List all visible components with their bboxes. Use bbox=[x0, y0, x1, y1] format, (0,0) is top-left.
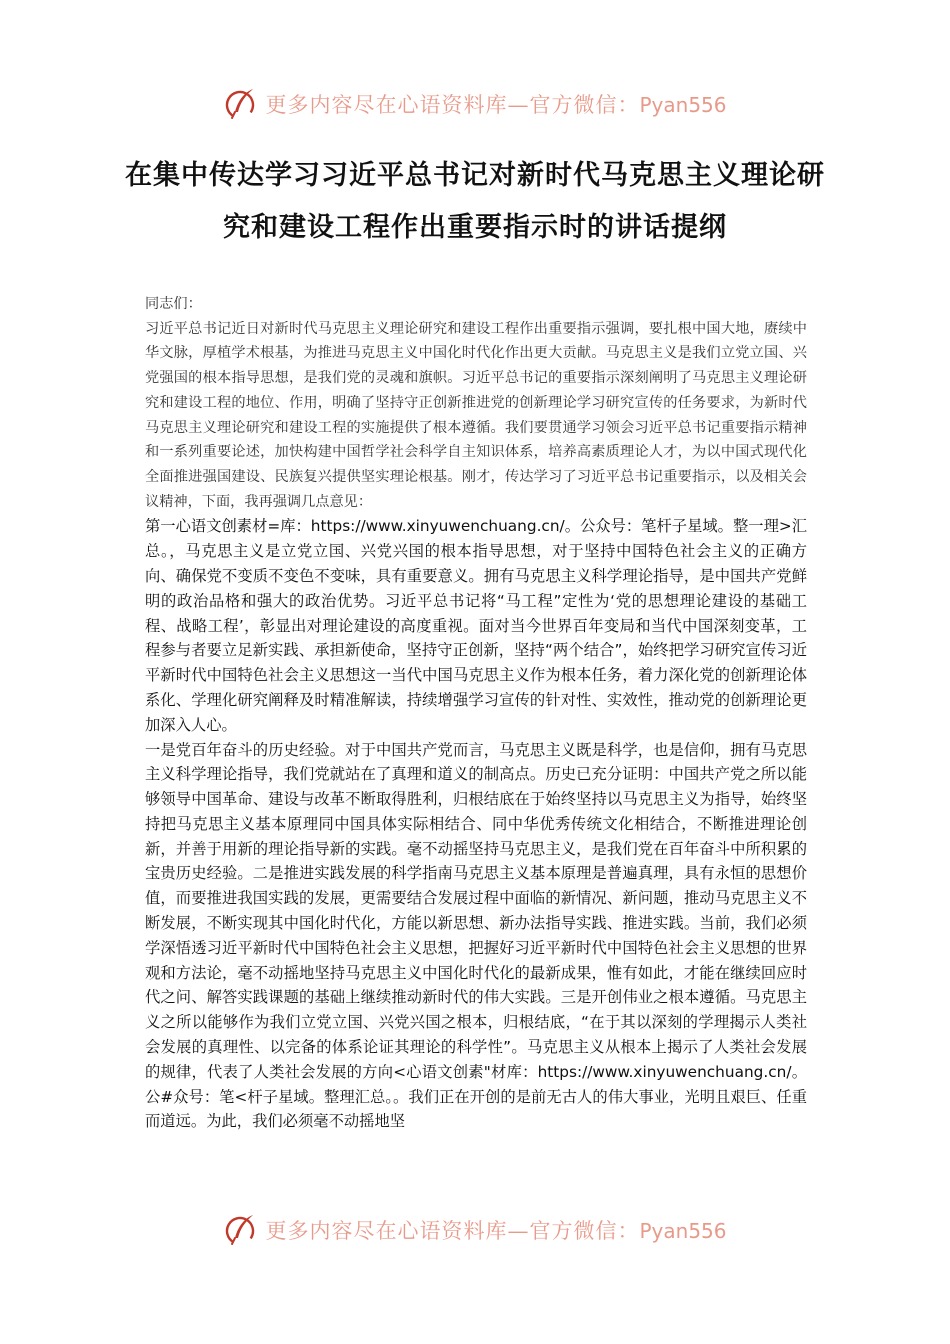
footer-watermark-banner bbox=[0, 1208, 950, 1252]
header-watermark-banner bbox=[0, 82, 950, 126]
document-title: 在集中传达学习习近平总书记对新时代马克思主义理论研究和建设工程作出重要指示时的讲话提纲 bbox=[125, 160, 825, 243]
quill-logo-icon bbox=[223, 1212, 259, 1248]
banner-text: 更多内容尽在心语资料库—官方微信：Pyan556 bbox=[265, 1219, 727, 1243]
greeting: 同志们： bbox=[145, 296, 202, 312]
banner-text: 更多内容尽在心语资料库—官方微信：Pyan556 bbox=[265, 93, 727, 117]
intro-paragraph: 习近平总书记近日对新时代马克思主义理论研究和建设工程作出重要指示强调，要扎根中国大地，赓续中华文脉，厚植学术根基，为推进马克思主义中国化时代化作出更大贡献。马克思主义是我们立党立国、兴党强国的根本指导思想，是我们党的灵魂和旗帜。习近平总书记的重要指示深刻阐明了马克思主义理论研究和建设工程的地位、作用，明确了坚持守正创新推进党的创新理论学习研究宣传的任务要求，为新时代马克思主义理论研究和建设工程的实施提供了根本遵循。我们要贯通学习领会习近平总书记重要指示精神和一系列重要论述，加快构建中国哲学社会科学自主知识体系，培养高素质理论人才，为以中国式现代化全面推进强国建设、民族复兴提供坚实理论根基。刚才，传达学习了习近平总书记重要指示，以及相关会议精神，下面，我再强调几点意见： bbox=[145, 320, 807, 510]
body-paragraph: 一是党百年奋斗的历史经验。对于中国共产党而言，马克思主义既是科学，也是信仰，拥有马克思主义科学理论指导，我们党就站在了真理和道义的制高点。历史已充分证明：中国共产党之所以能够领导中国革命、建设与改革不断取得胜利，归根结底在于始终坚持以马克思主义为指导，始终坚持把马克思主义基本原理同中国具体实际相结合、同中华优秀传统文化相结合，不断推进理论创新，并善于用新的理论指导新的实践。毫不动摇坚持马克思主义，是我们党在百年奋斗中所积累的宝贵历史经验。二是推进实践发展的科学指南马克思主义基本原理是普遍真理，具有永恒的思想价值，而要推进我国实践的发展，更需要结合发展过程中面临的新情况、新问题，推动马克思主义不断发展，不断实现其中国化时代化，方能以新思想、新办法指导实践、推进实践。当前，我们必须学深悟透习近平新时代中国特色社会主义思想，把握好习近平新时代中国特色社会主义思想的世界观和方法论，毫不动摇地坚持马克思主义中国化时代化的最新成果，惟有如此，才能在继续回应时代之问、解答实践课题的基础上继续推动新时代的伟大实践。三是开创伟业之根本遵循。马克思主义之所以能够作为我们立党立国、兴党兴国之根本，归根结底，“在于其以深刻的学理揭示人类社会发展的真理性、以完备的体系论证其理论的科学性”。马克思主义从根本上揭示了人类社会发展的规律，代表了人类社会发展的方向<心语文创素"材库：https://www.xinyuwenchuang.cn/。公#众号：笔<杆子星域。整理汇总。。我们正在开创的是前无古人的伟大事业，光明且艰巨、任重而道远。为此，我们必须毫不动摇地坚 bbox=[145, 740, 807, 1131]
body-paragraph: 第一心语文创素材=库：https://www.xinyuwenchuang.cn/。公众号：笔杆子星域。整一理>汇总。，马克思主义是立党立国、兴党兴国的根本指导思想，对于坚持中国特色社会主义的正确方向、确保党不变质不变色不变味，具有重要意义。拥有马克思主义科学理论指导，是中国共产党鲜明的政治品格和强大的政治优势。习近平总书记将“马工程”定性为‘党的思想理论建设的基础工程、战略工程’，彰显出对理论建设的高度重视。面对当今世界百年变局和当代中国深刻变革，工程参与者要立足新实践、承担新使命，坚持守正创新，坚持“两个结合”，始终把学习研究宣传习近平新时代中国特色社会主义思想这一当代中国马克思主义作为根本任务，着力深化党的创新理论体系化、学理化研究阐释及时精准解读，持续增强学习宣传的针对性、实效性，推动党的创新理论更加深入人心。 bbox=[145, 517, 807, 734]
quill-logo-icon bbox=[223, 86, 259, 122]
document-body bbox=[145, 292, 807, 1134]
